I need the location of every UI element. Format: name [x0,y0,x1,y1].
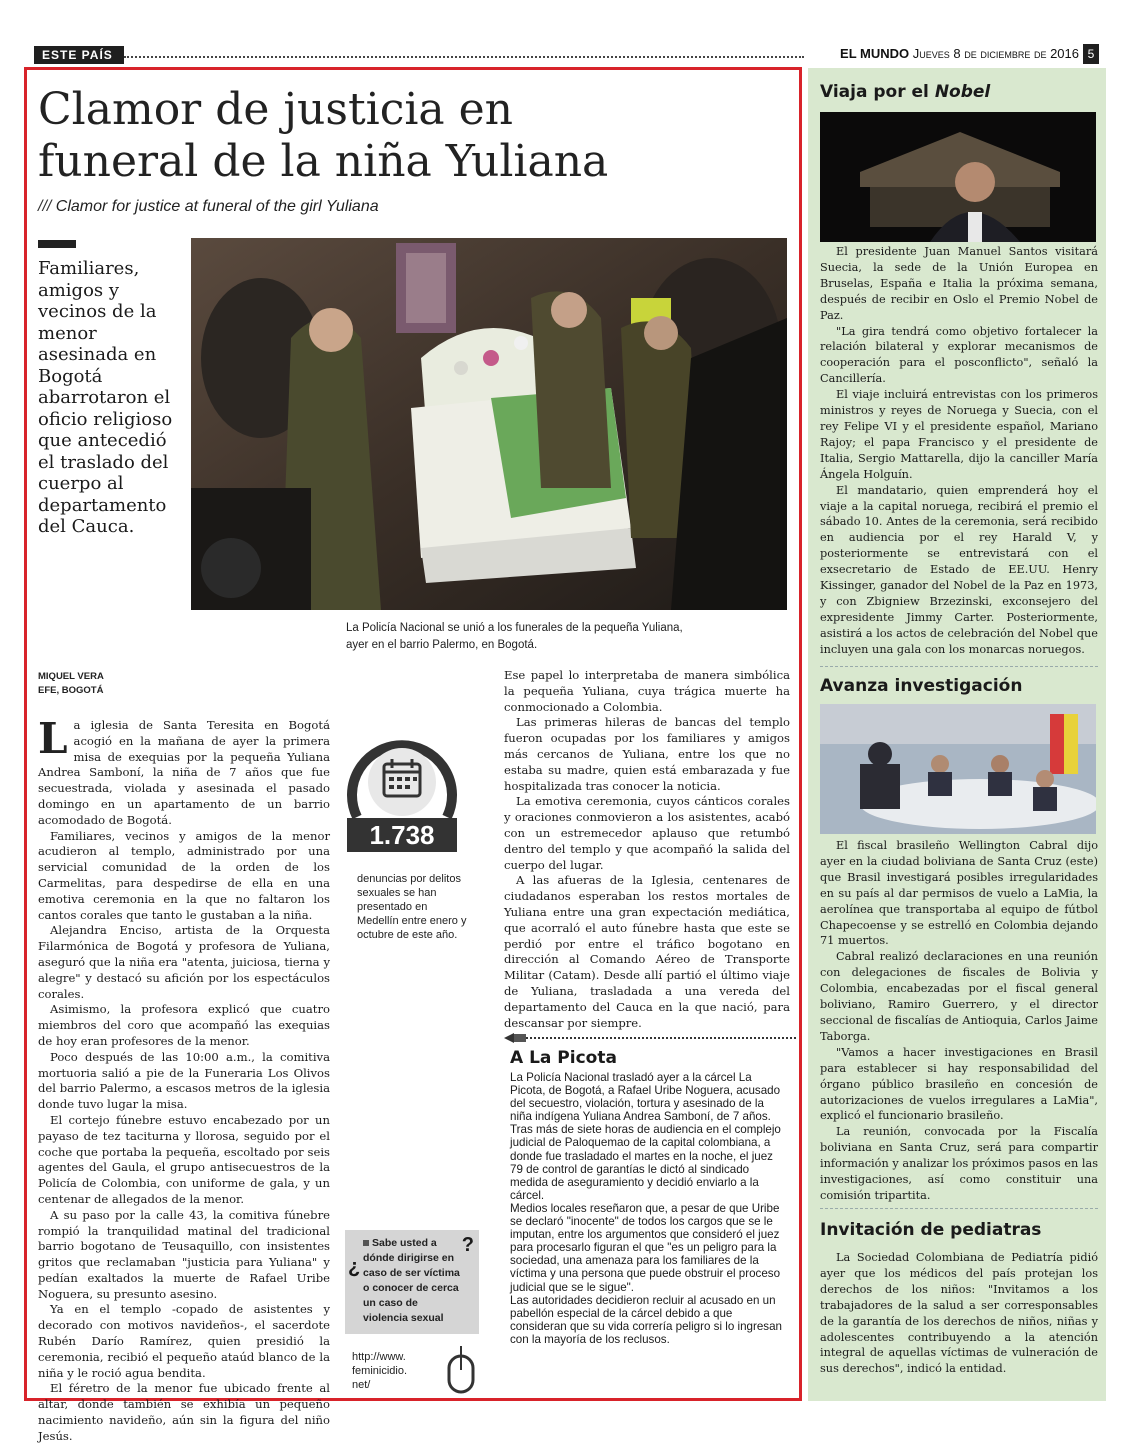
byline [38,670,104,698]
nobel-title-em: Nobel [934,82,991,102]
picota-paragraph: Medios locales reseñaron que, a pesar de que Uribe se declaró "inocente" de todos los cargos que se le imputan, entre los argumentos que consideró el juez para procesarlo figuran el que "es un peligro para la sociedad, una amenaza para los familiares de la víctima y una persona que puede obstruir el proceso judicial que se le sigue". [510,1201,781,1294]
picota-paragraph: La Policía Nacional trasladó ayer a la cárcel La Picota, de Bogotá, a Rafael Uribe Noguera, acusado del secuestro, violación, tortura y asesinado de la niña indígena Yuliana Andrea Samboní, de 7 años. [510,1071,781,1124]
article-paragraph: Asimismo, la profesora explicó que cuatro miembros del coro que acompañó las exequias de hoy eran profesores de la menor. [38,1002,330,1048]
help-question-box [345,1230,479,1334]
article-lede: Familiares, amigos y vecinos de la menor asesinada en Bogotá abarrotaron el oficio religioso que antecedió el traslado del cuerpo al departamento del Cauca. [38,258,173,537]
question-mark-close: ? [461,1234,474,1256]
article-paragraph: Poco después de las 10:00 a.m., la comitiva mortuoria salió a pie de la Funeraria Los Olivos del barrio Palermo, a escasos metros de la iglesia donde tuvo lugar la misa. [38,1049,330,1112]
question-mark-open: ¿ [348,1256,361,1278]
pediatras-paragraph: La Sociedad Colombiana de Pediatría pidió ayer que los médicos del país protejan los derechos de los niños: "Invitamos a los trabajadores de la salud a ser corresponsables de la garantía de los derechos de niños, niñas y adolescentes contribuyendo a la atención integral de aquellas víctimas de vulneración de sus derechos", indicó la entidad. [820,1251,1098,1376]
byline-author: MIQUEL VERA [38,671,104,682]
nobel-paragraph: El viaje incluirá entrevistas con los primeros ministros y reyes de Noruega y Suecia, con el rey Felipe VI y el presidente español, Mariano Rajoy; el papa Francisco y el presidente de Italia, Sergio Mattarella, dijo la canciller María Ángela Holguín. [820,388,1098,481]
article-column-2 [504,668,790,1031]
stat-value: 1.738 [369,820,435,850]
drop-cap: L [38,714,68,763]
nobel-title [820,82,990,102]
article-column-1 [38,714,330,1445]
article-paragraph: Ya en el templo -copado de asistentes y decorado con motivos navideños-, el sacerdote Rubén Darío Ramírez, quien presidió la ceremonia, recibió el pequeño ataúd blanco de la niña y le roció agua bendita. [38,1302,330,1380]
mouse-icon [446,1346,476,1394]
funeral-photo-image [191,238,787,610]
picota-body [510,1071,786,1346]
subtitle-text: Clamor for justice at funeral of the girl Yuliana [55,198,379,215]
picota-title: A La Picota [510,1048,617,1068]
nobel-title-prefix: Viaja por el [820,82,929,102]
article-paragraph: El cortejo fúnebre estuvo encabezado por un payaso de tez taciturna y llorosa, seguido por el coche que portaba la pequeña, escoltado por seis agentes del Gaula, el grupo antisecuestros de la Policía de Colombia, con uniforme de gala, y un centenar de allegados de la menor. [38,1112,330,1206]
question-text [363,1236,463,1326]
pencil-icon [504,1030,796,1044]
santos-photo [820,112,1096,242]
pediatras-text [820,1250,1098,1377]
headline-line-2: funeral de la niña Yuliana [38,136,609,187]
picota-paragraph: Las autoridades decidieron recluir al acusado en un pabellón especial de la cárcel debido a que consideran que su vida correría peligro si lo ingresan con la mayoría de los reclusos. [510,1293,782,1346]
byline-agency: EFE, BOGOTÁ [38,685,104,696]
stat-box [343,722,461,862]
article-paragraph: El féretro de la menor fue ubicado frente al altar, donde también se exhibía un pequeño nacimiento navideño, aún sin la figura del niño Jesús. [38,1381,330,1443]
article-subtitle [38,198,379,216]
nobel-paragraph: El mandatario, quien emprenderá hoy el viaje a la capital noruega, recibirá el premio el sábado 10. Antes de la ceremonia, será recibido en audiencia por el rey Harald V, y posteriormente se entrevistará con el exsecretario de Estado de EE.UU. Henry Kissinger, ganador del Nobel de la Paz en 1973, y con Zbigniew Brzezinski, exconsejero del expresidente Jimmy Carter. Posteriormente, asistirá a los actos de celebración del Nobel que incluyen una gala con los monarcas noruegos. [820,483,1098,656]
investigacion-paragraph: La reunión, convocada por la Fiscalía boliviana en Santa Cruz, será para compartir información y analizar los próximos pasos en las investigaciones, así como constituir una comisión tripartita. [820,1125,1098,1202]
article-paragraph [38,714,330,829]
nobel-paragraph: "La gira tendrá como objetivo fortalecer la relación bilateral y explorar mecanismos de cooperación para el posconflicto", señaló la Cancillería. [820,324,1098,386]
article-paragraph: A las afueras de la Iglesia, centenares de ciudadanos esperaban los restos mortales de Yuliana entre una gran expectación mediática, que acorraló el auto fúnebre hasta que este se perdió por entre el tráfico bogotano en dirección al Comando Aéreo de Transporte Militar (Catam). Desde allí partió el último viaje de Yuliana, trasladada a una vereda del departamento del Cauca en la que nació, para descansar por siempre. [504,873,790,1030]
lede-marker [38,240,76,248]
nobel-paragraph: El presidente Juan Manuel Santos visitará Suecia, la sede de la Unión Europea en Bruselas, España e Italia la próxima semana, después de recibir en Oslo el Premio Nobel de Paz. [820,245,1098,322]
paper-name: EL MUNDO [840,46,910,61]
picota-paragraph: Tras más de siete horas de audiencia en el complejo judicial de Paloquemao de la capital colombiana, a donde fue trasladado el martes en la noche, el juez 79 de control de garantías le dictó al sindicado medida de aseguramiento y decidió enviarlo a la cárcel. [510,1123,781,1202]
investigacion-title: Avanza investigación [820,676,1023,696]
investigacion-paragraph: Cabral realizó declaraciones en una reunión con delegaciones de fiscales de Bolivia y Colombia, encabezadas por el fiscal general boliviano, Ramiro Guerrero, y el director seccional de fiscalías de Antioquia, Carlos Jaime Taborga. [820,950,1098,1043]
resource-link[interactable]: http://www. feminicidio. net/ [352,1351,408,1391]
subtitle-marks: /// [38,198,52,215]
funeral-photo [191,238,787,610]
section-divider [820,666,1098,667]
investigacion-paragraph: "Vamos a hacer investigaciones en Brasil para establecer si hay responsabilidad del órgano público brasileño en concesión de autorizaciones de vuelos irregulares a LaMia", explicó el funcionario brasileño. [820,1045,1098,1123]
investigacion-paragraph: El fiscal brasileño Wellington Cabral dijo ayer en la ciudad boliviana de Santa Cruz (este) que Brasil investigará posibles irregularidades en su país al dar permisos de vuelo a LaMia, la aerolínea que transportaba al equipo de fútbol Chapecoense y se estrelló en Colombia dejando 71 muertos. [820,839,1098,948]
article-paragraph: Ese papel lo interpretaba de manera simbólica la pequeña Yuliana, cuya trágica muerte ha conmocionado a Colombia. [504,668,790,714]
page-number: 5 [1083,44,1099,64]
investigacion-text [820,838,1098,1204]
issue-date: Jueves 8 de diciembre de 2016 [912,46,1079,61]
section-divider [820,1208,1098,1209]
section-tag: ESTE PAÍS [34,46,124,64]
stat-caption: denuncias por delitos sexuales se han presentado en Medellín entre enero y octubre de este año. [357,873,467,941]
article-headline [38,84,758,188]
first-paragraph-text: a iglesia de Santa Teresita en Bogotá acogió en la mañana de ayer la primera misa de exequias por la pequeña Yuliana Andrea Samboní, la niña de 7 años que fue secuestrada, violada y asesinada el pasado domingo en un apartamento de un barrio acomodado de Bogotá. [38,718,330,827]
article-paragraph: Las primeras hileras de bancas del templo fueron ocupadas por los familiares y amigos más cercanos de Yuliana, entre los que no estaba su madre, quien está embarazada y fue hospitalizada tras conocer la noticia. [504,715,790,793]
bullet-square [363,1240,369,1246]
meeting-photo [820,704,1096,834]
news-briefs-column [808,68,1106,1401]
calendar-icon [343,722,461,862]
article-paragraph: A su paso por la calle 43, la comitiva fúnebre rompió la tranquilidad matinal del tradicional barrio bogotano de Teusaquillo, con insistentes gritos que reclamaban "justicia para Yuliana" y pedían exaltados la muerte de Rafael Uribe Noguera, su presunto asesino. [38,1207,330,1301]
article-paragraph: Familiares, vecinos y amigos de la menor acudieron al templo, administrado por una servicial comunidad de la orden de los Carmelitas, para despedirse de ella en una emotiva ceremonia en la que no faltaron los cantos corales que tanto le gustaban a la niña. [38,828,330,922]
article-paragraph: La emotiva ceremonia, cuyos cánticos corales y oraciones conmovieron a los asistentes, acabó con un estremecedor aplauso que retumbó dentro del templo y que acompañó la salida del cuerpo del lugar. [504,794,790,872]
pediatras-title: Invitación de pediatras [820,1220,1042,1240]
masthead [840,46,1079,61]
photo-caption: La Policía Nacional se unió a los funerales de la pequeña Yuliana, ayer en el barrio Palermo, en Bogotá. [346,622,683,651]
header-divider [124,56,804,58]
headline-line-1: Clamor de justicia en [38,84,514,135]
article-paragraph: Alejandra Enciso, artista de la Orquesta Filarmónica de Bogotá y profesora de Yuliana, aseguró que la niña era "atenta, juiciosa, tierna y alegre" y destacó su afición por los espectáculos corales. [38,923,330,1001]
question-body: Sabe usted a dónde dirigirse en caso de ser víctima o conocer de cerca un caso de violencia sexual [363,1237,460,1324]
nobel-text [820,244,1098,658]
